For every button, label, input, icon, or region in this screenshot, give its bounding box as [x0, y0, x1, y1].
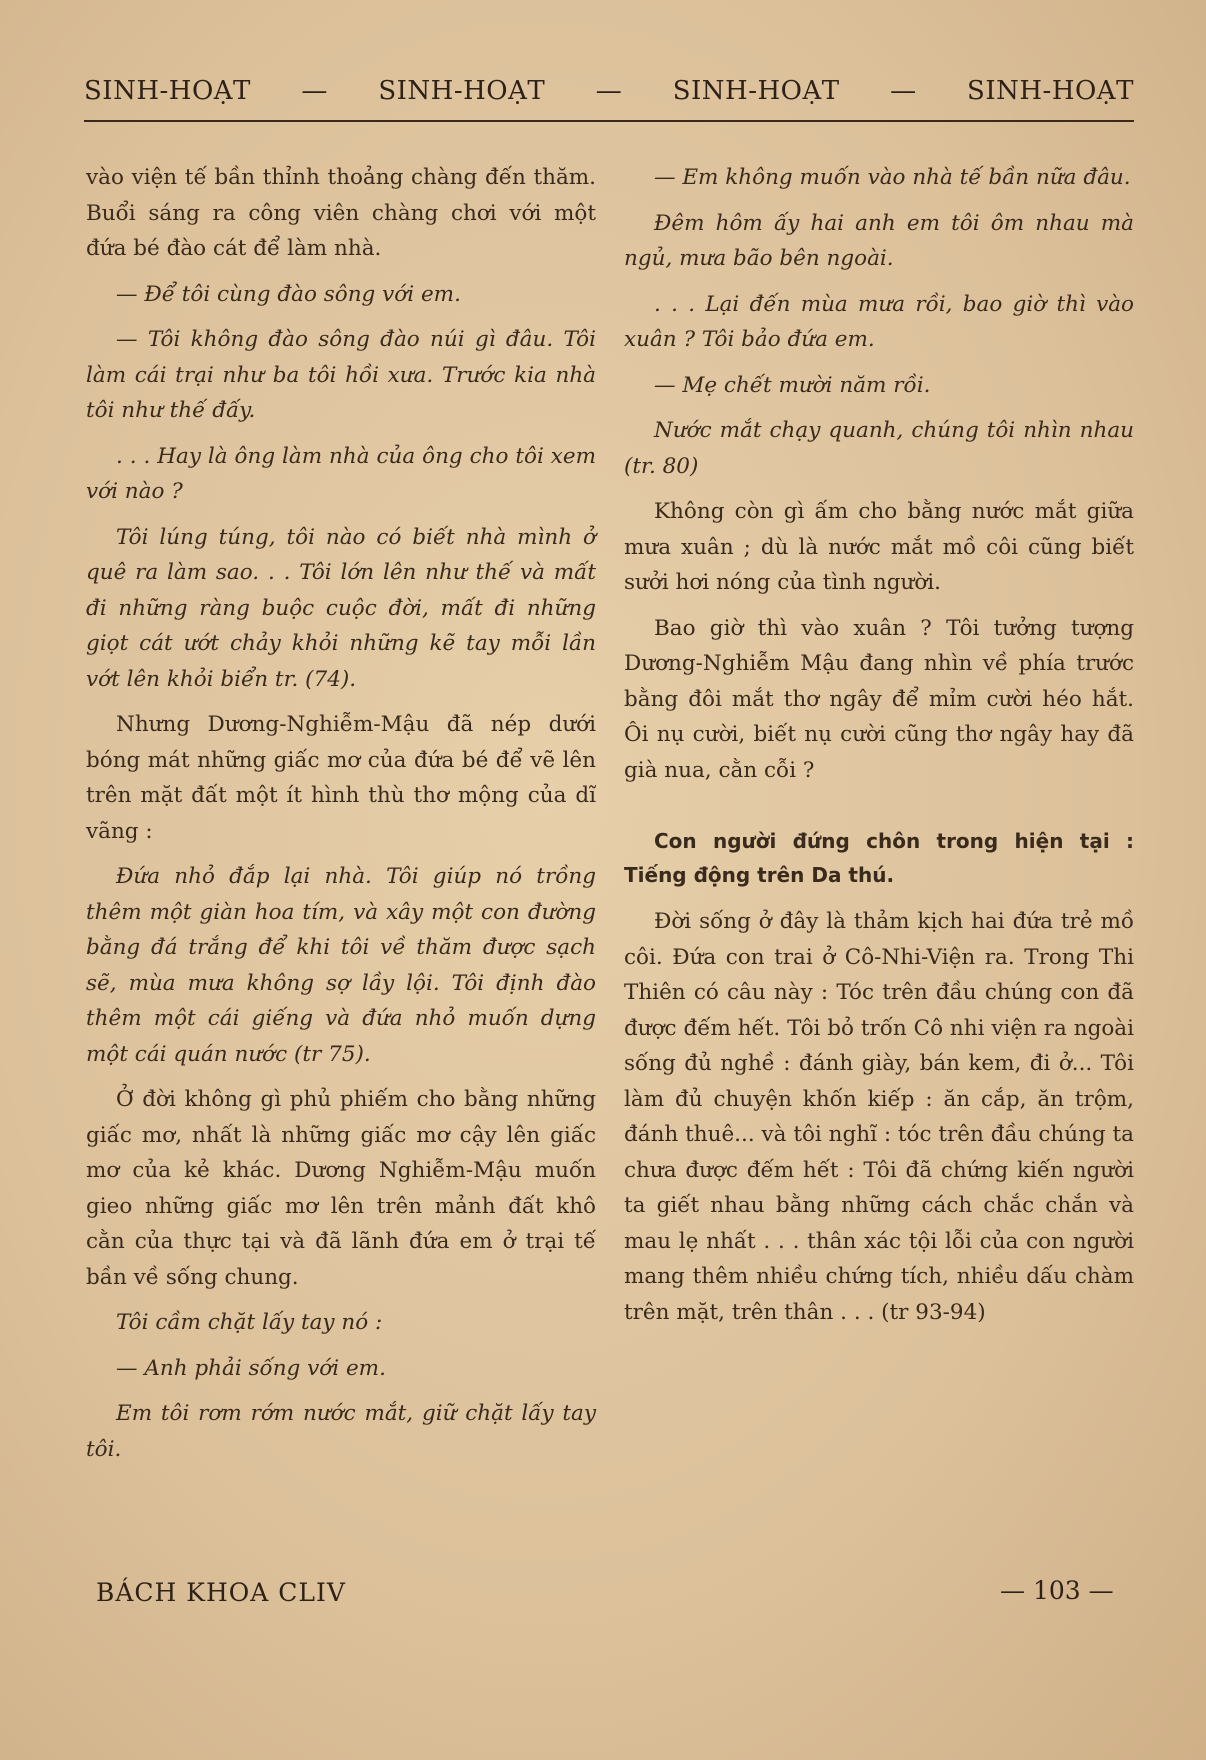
- paragraph: — Em không muốn vào nhà tế bần nữa đâu.: [654, 165, 1131, 190]
- page-number: — 103 —: [1000, 1576, 1114, 1605]
- paragraph: Đứa nhỏ đắp lại nhà. Tôi giúp nó trồng thêm một giàn hoa tím, và xây một con đường bằng đá trắng để khi tôi về thăm được sạch sẽ, mùa mưa không sợ lầy lội. Tôi định đào thêm một cái giếng và đứa nhỏ muốn dựng một cái quán nước (tr 75).: [86, 864, 596, 1067]
- paragraph: Không còn gì ấm cho bằng nước mắt giữa mưa xuân ; dù là nước mắt mồ côi cũng biết sưởi hơi nóng của tình người.: [624, 499, 1134, 595]
- journal-footer: BÁCH KHOA CLIV: [96, 1578, 346, 1607]
- paragraph: . . . Hay là ông làm nhà của ông cho tôi xem với nào ?: [86, 443, 596, 504]
- paragraph: — Mẹ chết mười năm rồi.: [654, 372, 931, 398]
- header-item: SINH-HOẠT: [672, 76, 840, 106]
- header-dash: —: [301, 76, 328, 106]
- header-item: SINH-HOẠT: [84, 76, 251, 106]
- section-heading: Con người đứng chôn trong hiện tại : Tiếng động trên Da thú.: [624, 829, 1134, 887]
- paragraph: Đêm hôm ấy hai anh em tôi ôm nhau mà ngủ, mưa bão bên ngoài.: [624, 210, 1134, 271]
- header-dash: —: [890, 76, 917, 106]
- paragraph: vào viện tế bần thỉnh thoảng chàng đến thăm. Buổi sáng ra công viên chàng chơi với một đứa bé đào cát để làm nhà.: [86, 165, 596, 261]
- paragraph: — Để tôi cùng đào sông với em.: [116, 281, 461, 307]
- paragraph: Bao giờ thì vào xuân ? Tôi tưởng tượng Dương-Nghiễm Mậu đang nhìn về phía trước bằng đôi mắt thơ ngây để mỉm cười héo hắt. Ôi nụ cười, biết nụ cười cũng thơ ngây hay đã già nua, cằn cỗi ?: [624, 615, 1134, 783]
- paragraph: Đời sống ở đây là thảm kịch hai đứa trẻ mồ côi. Đứa con trai ở Cô-Nhi-Viện ra. Trong Thi Thiên có câu này : Tóc trên đầu chúng con đã được đếm hết. Tôi bỏ trốn Cô nhi viện ra ngoài sống đủ nghề : đánh giày, bán kem, đi ở... Tôi làm đủ chuyện khốn kiếp : ăn cắp, ăn trộm, đánh thuê... và tôi nghĩ : tóc trên đầu chúng ta chưa được đếm hết : Tôi đã chứng kiến người ta giết nhau bằng những cách chắc chắn và mau lẹ nhất . . . thân xác tội lỗi của con người mang thêm nhiều chứng tích, nhiều dấu chàm trên mặt, trên thân . . . (tr 93-94): [624, 909, 1134, 1325]
- paragraph: Tôi cầm chặt lấy tay nó :: [116, 1310, 383, 1335]
- paragraph: Ở đời không gì phủ phiếm cho bằng những giấc mơ, nhất là những giấc mơ cậy lên giấc mơ của kẻ khác. Dương Nghiễm-Mậu muốn gieo những giấc mơ lên trên mảnh đất khô cằn của thực tại và đã lãnh đứa em ở trại tế bần về sống chung.: [86, 1087, 596, 1290]
- running-header: [84, 76, 1134, 106]
- paragraph: Nhưng Dương-Nghiễm-Mậu đã nép dưới bóng mát những giấc mơ của đứa bé để vẽ lên trên mặt đất một ít hình thù thơ mộng của dĩ vãng :: [86, 712, 596, 844]
- header-item: SINH-HOẠT: [967, 76, 1134, 106]
- paragraph: Em tôi rơm rớm nước mắt, giữ chặt lấy tay tôi.: [86, 1401, 596, 1462]
- left-column: [86, 160, 596, 1477]
- right-column: [624, 160, 1134, 1340]
- paragraph: Tôi lúng túng, tôi nào có biết nhà mình ở quê ra làm sao. . . Tôi lớn lên như thế và mất đi những ràng buộc cuộc đời, mất đi những giọt cát ướt chảy khỏi những kẽ tay mỗi lần vớt lên khỏi biển tr. (74).: [86, 524, 596, 692]
- header-dash: —: [595, 76, 623, 106]
- paragraph: — Tôi không đào sông đào núi gì đâu. Tôi làm cái trại như ba tôi hồi xưa. Trước kia nhà tôi như thế đấy.: [86, 327, 596, 423]
- paragraph: . . . Lại đến mùa mưa rồi, bao giờ thì vào xuân ? Tôi bảo đứa em.: [624, 291, 1134, 352]
- header-item: SINH-HOẠT: [378, 76, 546, 106]
- header-rule: [84, 120, 1134, 122]
- paragraph: Nước mắt chạy quanh, chúng tôi nhìn nhau (tr. 80): [624, 418, 1134, 479]
- paragraph: — Anh phải sống với em.: [116, 1355, 386, 1381]
